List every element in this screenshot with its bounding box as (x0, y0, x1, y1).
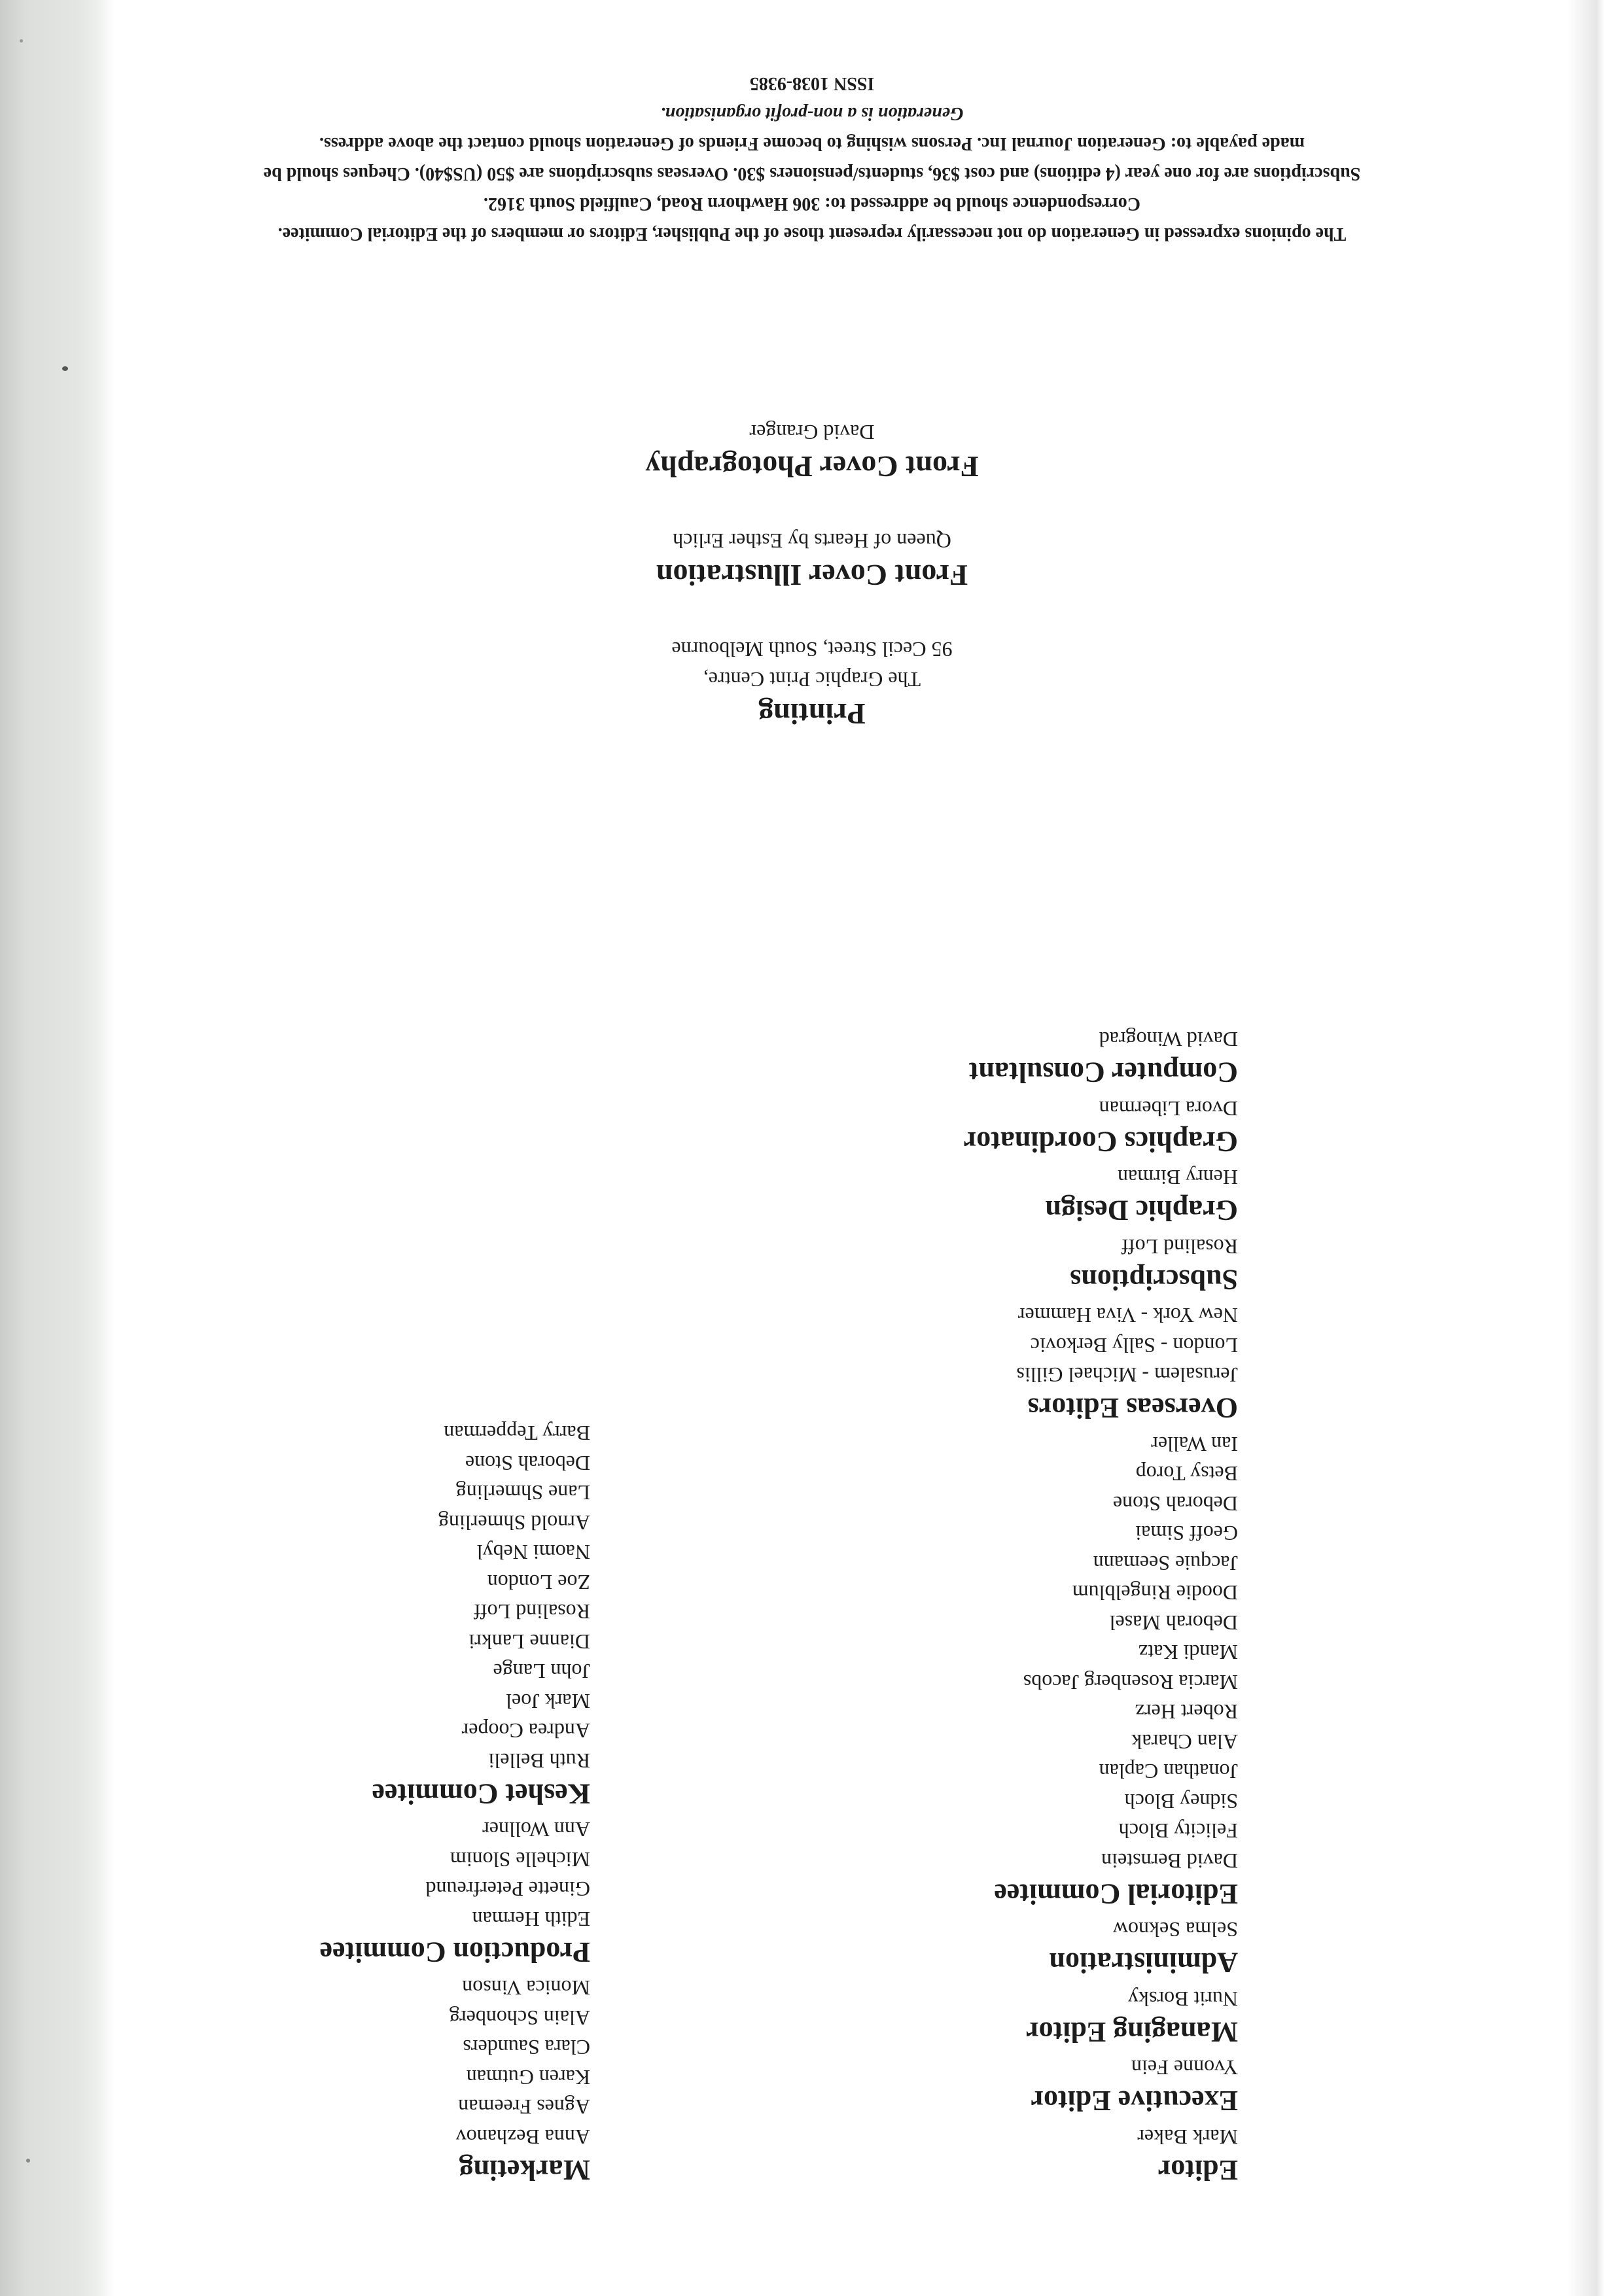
credit-name: John Lange (493, 1660, 590, 1684)
photography-credit: David Granger (749, 421, 875, 444)
credit-name: Deborah Stone (1112, 1492, 1238, 1516)
notice-line: The opinions expressed in Generation do not necessarily represent those of the Publisher, Editors or members of the Editorial Commitee. (277, 224, 1347, 244)
credit-name: Alan Charak (1131, 1730, 1238, 1754)
credit-name: Geoff Simai (1135, 1522, 1238, 1546)
credit-name: Betsy Torop (1135, 1462, 1238, 1486)
section-heading: Graphics Coordinator (963, 1126, 1238, 1158)
credit-name: Michelle Slonim (450, 1848, 590, 1871)
credit-name: Ann Wollner (482, 1818, 590, 1842)
credit-name: Doodie Ringelblum (1072, 1581, 1238, 1605)
credit-name: Selma Seknow (1112, 1918, 1238, 1942)
credit-name: Jacquie Seemann (1093, 1552, 1238, 1575)
credit-name: Mark Joel (506, 1690, 590, 1713)
section-heading: Graphic Design (1045, 1194, 1238, 1227)
credit-name: Lane Shmerling (455, 1481, 590, 1505)
credit-name: Ian Waller (1151, 1433, 1238, 1456)
credit-name: Clara Saunders (463, 2036, 590, 2060)
notice-line: Subscriptions are for one year (4 editions) and cost $36, students/pensioners $30. Overseas subscriptions are $50 (US$40). Cheques should be (263, 164, 1361, 184)
credit-name: Deborah Stone (465, 1452, 590, 1475)
credit-name: Anna Bezhanov (455, 2125, 590, 2149)
credit-name: New York - Viva Hammer (1017, 1304, 1238, 1328)
credit-name: Marcia Rosenberg Jacobs (1023, 1671, 1238, 1694)
printing-heading: Printing (758, 697, 866, 731)
credit-name: London - Sally Berkovic (1030, 1334, 1238, 1357)
section-heading: Editorial Commitee (994, 1878, 1238, 1910)
left-credits-column (964, 1024, 1238, 2188)
credit-name: Arnold Shmerling (438, 1511, 590, 1535)
printing-credits-block (485, 417, 1139, 733)
photography-heading: Front Cover Photography (645, 450, 979, 483)
credit-name: Karen Gutman (466, 2066, 590, 2089)
credit-name: Zoe London (487, 1571, 590, 1594)
right-credits-column (320, 1418, 590, 2188)
credit-name: Mark Baker (1137, 2125, 1238, 2149)
credit-name: Ginette Peterfreund (425, 1877, 590, 1902)
illustration-credit: Queen of Hearts by Esther Erlich (673, 529, 951, 553)
credit-name: Jonathan Caplan (1099, 1760, 1238, 1784)
credit-name: Barry Tepperman (444, 1421, 590, 1446)
section-heading: Keshet Commitee (372, 1778, 590, 1810)
credit-name: Monica Vinson (462, 1976, 590, 2000)
printing-line: 95 Cecil Street, South Melbourne (671, 638, 953, 661)
illustration-heading: Front Cover Illustration (656, 559, 968, 592)
section-heading: Administration (1049, 1947, 1238, 1979)
credit-name: Robert Herz (1135, 1700, 1238, 1724)
section-heading: Production Commitee (319, 1936, 590, 1968)
notice-line: Generation is a non-profit organisation. (660, 103, 964, 124)
credit-name: Jerusalem - Michael Gillis (1016, 1363, 1238, 1387)
credit-name: Yvonne Fein (1131, 2056, 1238, 2080)
credit-name: Mandi Katz (1139, 1641, 1238, 1665)
credit-name: Deborah Masel (1109, 1611, 1238, 1635)
issn-line: ISSN 1038-9385 (749, 73, 875, 94)
credit-name: Nurit Borsky (1128, 1987, 1238, 2011)
publication-notice (147, 68, 1477, 249)
section-heading: Computer Consultant (968, 1056, 1238, 1089)
section-heading: Overseas Editors (1027, 1392, 1238, 1425)
credit-name: Andrea Cooper (461, 1719, 590, 1743)
credit-name: Dianne Lankri (468, 1630, 590, 1654)
section-heading: Editor (1157, 2154, 1238, 2186)
credit-name: Sidney Bloch (1124, 1790, 1238, 1813)
section-heading: Executive Editor (1031, 2085, 1238, 2117)
credit-name: Felicity Bloch (1118, 1819, 1238, 1843)
credit-name: Dvora Liberman (1099, 1097, 1238, 1121)
section-heading: Subscriptions (1070, 1264, 1238, 1296)
printing-line: The Graphic Print Centre, (703, 668, 921, 691)
credit-name: David Bernstein (1101, 1849, 1238, 1873)
credit-name: Henry Birman (1118, 1166, 1238, 1190)
credit-name: Agnes Freeman (458, 2095, 590, 2119)
credit-name: Rosalind Loff (1121, 1235, 1238, 1259)
credit-name: Rosalind Loff (473, 1600, 590, 1624)
section-heading: Managing Editor (1026, 2016, 1238, 2048)
credit-name: Ruth Belleli (488, 1749, 590, 1773)
notice-line: made payable to: Generation Journal Inc. Persons wishing to become Friends of Generation should contact the above address. (319, 133, 1305, 154)
credit-name: Alain Schonberg (449, 2006, 590, 2030)
notice-line: Correspondence should be addressed to: 306 Hawthorn Road, Caulfield South 3162. (484, 194, 1140, 214)
credit-name: Naomi Nebyl (476, 1540, 590, 1565)
section-heading: Marketing (459, 2154, 590, 2186)
credit-name: David Winograd (1099, 1028, 1238, 1052)
credit-name: Edith Herman (472, 1907, 590, 1931)
